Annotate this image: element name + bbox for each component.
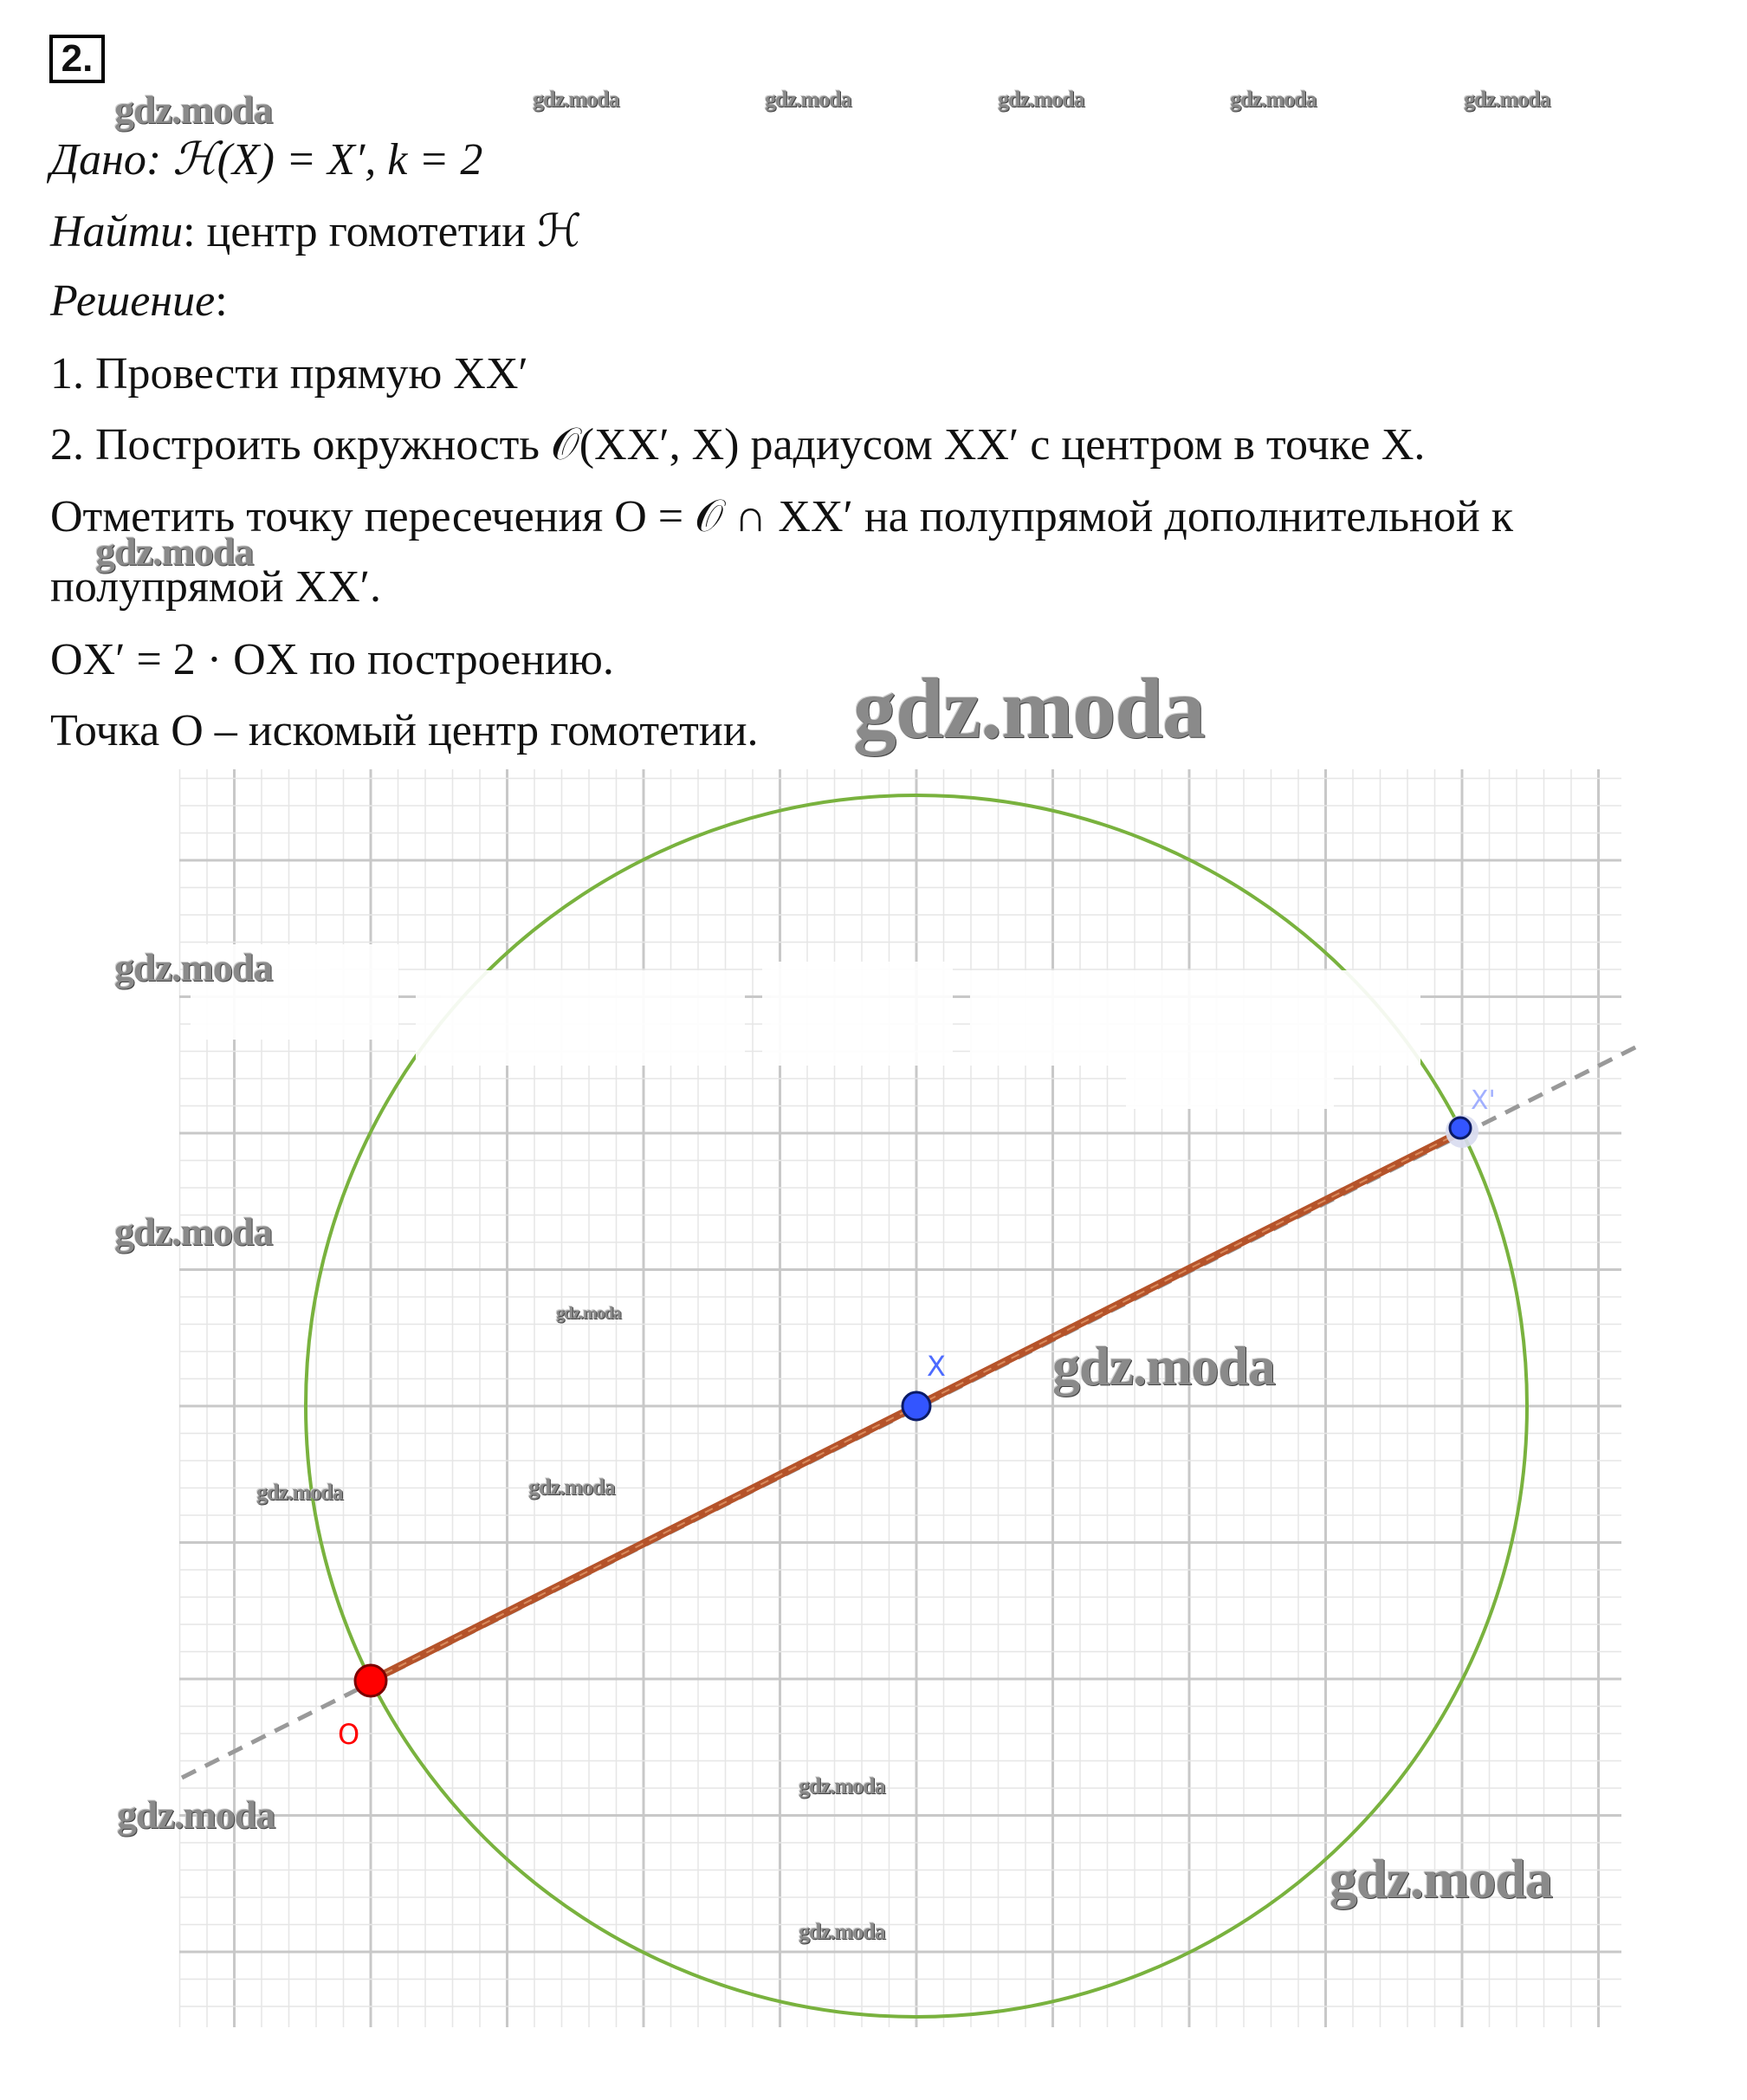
given-label: Дано [50, 135, 146, 185]
watermark: gdz.moda [256, 1480, 343, 1505]
step-1: 1. Провести прямую XX′ [50, 349, 528, 399]
step-2-continued-2: полупрямой XX′. [50, 562, 382, 612]
label-x: X [927, 1350, 946, 1383]
watermark: gdz.moda [1230, 87, 1317, 112]
watermark: gdz.moda [533, 87, 619, 112]
watermark: gdz.moda [117, 1792, 275, 1837]
watermark: gdz.moda [853, 660, 1205, 756]
task-number: 2. [49, 35, 105, 83]
watermark: gdz.moda [799, 1919, 885, 1944]
watermark: gdz.moda [765, 87, 851, 112]
watermark: gdz.moda [528, 1475, 615, 1500]
watermark: gdz.moda [114, 1209, 273, 1254]
step-2: 2. Построить окружность 𝒪(XX′, X) радиусом XX′ с центром в точке X. [50, 420, 1426, 470]
watermark: gdz.moda [998, 87, 1084, 112]
watermark: gdz.moda [1464, 87, 1550, 112]
find-line [50, 206, 582, 258]
watermark: gdz.moda [556, 1304, 621, 1323]
find-text: : центр гомотетии ℋ [183, 207, 582, 256]
given-line [50, 134, 482, 186]
solution-line [50, 275, 228, 327]
point-x-prime [1450, 1118, 1471, 1138]
given-text: : ℋ(X) = X′, k = 2 [146, 135, 483, 185]
conclusion: Точка O – искомый центр гомотетии. [50, 706, 759, 755]
watermark: gdz.moda [114, 88, 273, 132]
point-o [355, 1665, 386, 1696]
solution-label: Решение [50, 276, 216, 326]
watermark: gdz.moda [1052, 1335, 1275, 1397]
step-2-continued: Отметить точку пересечения O = 𝒪 ∩ XX′ на полупрямой дополнительной к [50, 492, 1513, 541]
watermark: gdz.moda [799, 1773, 885, 1799]
solution-text: : [215, 276, 228, 326]
watermark: gdz.moda [114, 945, 273, 989]
label-x-prime: X' [1471, 1086, 1496, 1116]
find-label: Найти [50, 207, 184, 256]
construction-result: OX′ = 2 · OX по построению. [50, 635, 614, 684]
label-o: O [338, 1718, 360, 1751]
point-x [903, 1392, 930, 1420]
watermark: gdz.moda [95, 529, 254, 574]
watermark: gdz.moda [1330, 1848, 1552, 1909]
